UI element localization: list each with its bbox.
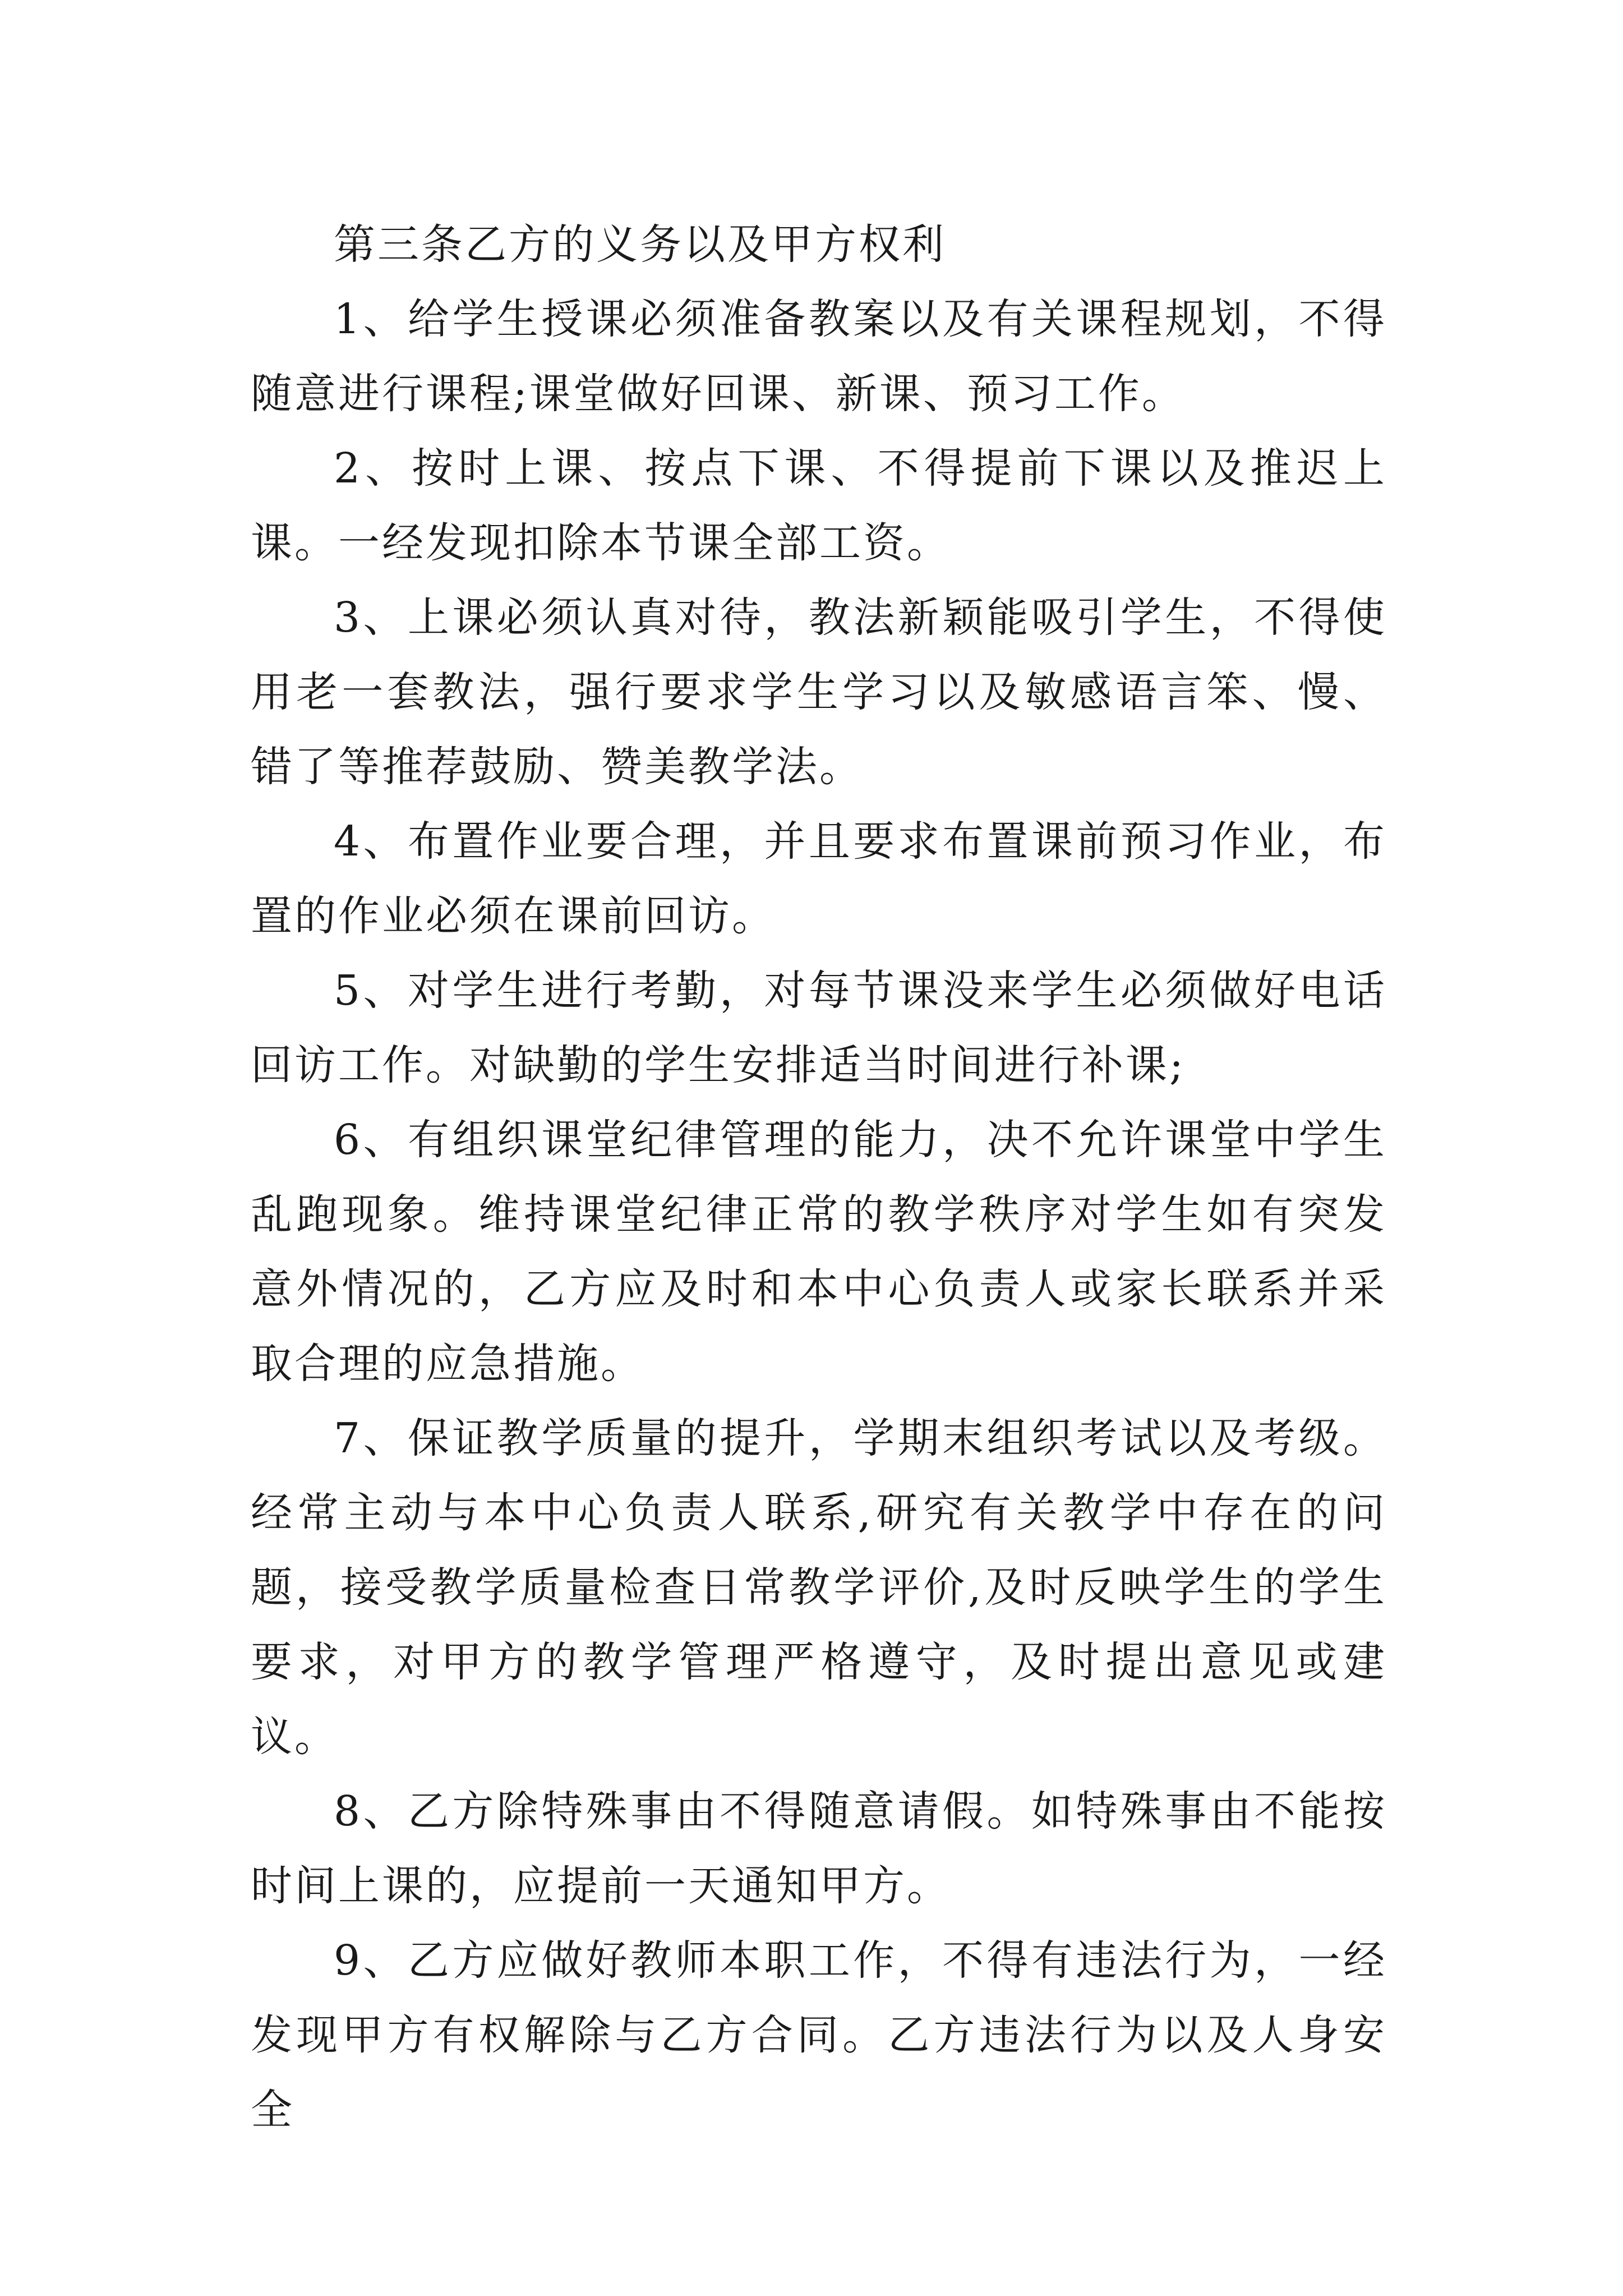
clause-paragraph-5: 5、对学生进行考勤，对每节课没来学生必须做好电话回访工作。对缺勤的学生安排适当时间进行补课; <box>251 967 1387 1089</box>
clause-paragraph-7: 7、保证教学质量的提升，学期末组织考试以及考级。经常主动与本中心负责人联系,研究有关教学中存在的问题，接受教学质量检查日常教学评价,及时反映学生的学生要求，对甲方的教学管理严格遵守，及时提出意见或建议。 <box>251 1414 1387 1761</box>
clause-paragraph-3: 3、上课必须认真对待，教法新颖能吸引学生，不得使用老一套教法，强行要求学生学习以及敏感语言笨、慢、错了等推荐鼓励、赞美教学法。 <box>251 593 1387 791</box>
clause-paragraph-1: 1、给学生授课必须准备教案以及有关课程规划，不得随意进行课程;课堂做好回课、新课、预习工作。 <box>251 295 1387 418</box>
clause-paragraph-4: 4、布置作业要合理，并且要求布置课前预习作业，布置的作业必须在课前回访。 <box>251 817 1387 940</box>
clause-paragraph-6: 6、有组织课堂纪律管理的能力，决不允许课堂中学生乱跑现象。维持课堂纪律正常的教学秩序对学生如有突发意外情况的，乙方应及时和本中心负责人或家长联系并采取合理的应急措施。 <box>251 1116 1387 1388</box>
clause-paragraph-9: 9、乙方应做好教师本职工作，不得有违法行为，一经发现甲方有权解除与乙方合同。乙方违法行为以及人身安全 <box>251 1936 1387 2134</box>
section-heading: 第三条乙方的义务以及甲方权利 <box>334 220 946 269</box>
clause-paragraph-2: 2、按时上课、按点下课、不得提前下课以及推迟上课。一经发现扣除本节课全部工资。 <box>251 444 1387 567</box>
document-body <box>251 208 1387 2147</box>
clause-paragraph-8: 8、乙方除特殊事由不得随意请假。如特殊事由不能按时间上课的，应提前一天通知甲方。 <box>251 1787 1387 1910</box>
